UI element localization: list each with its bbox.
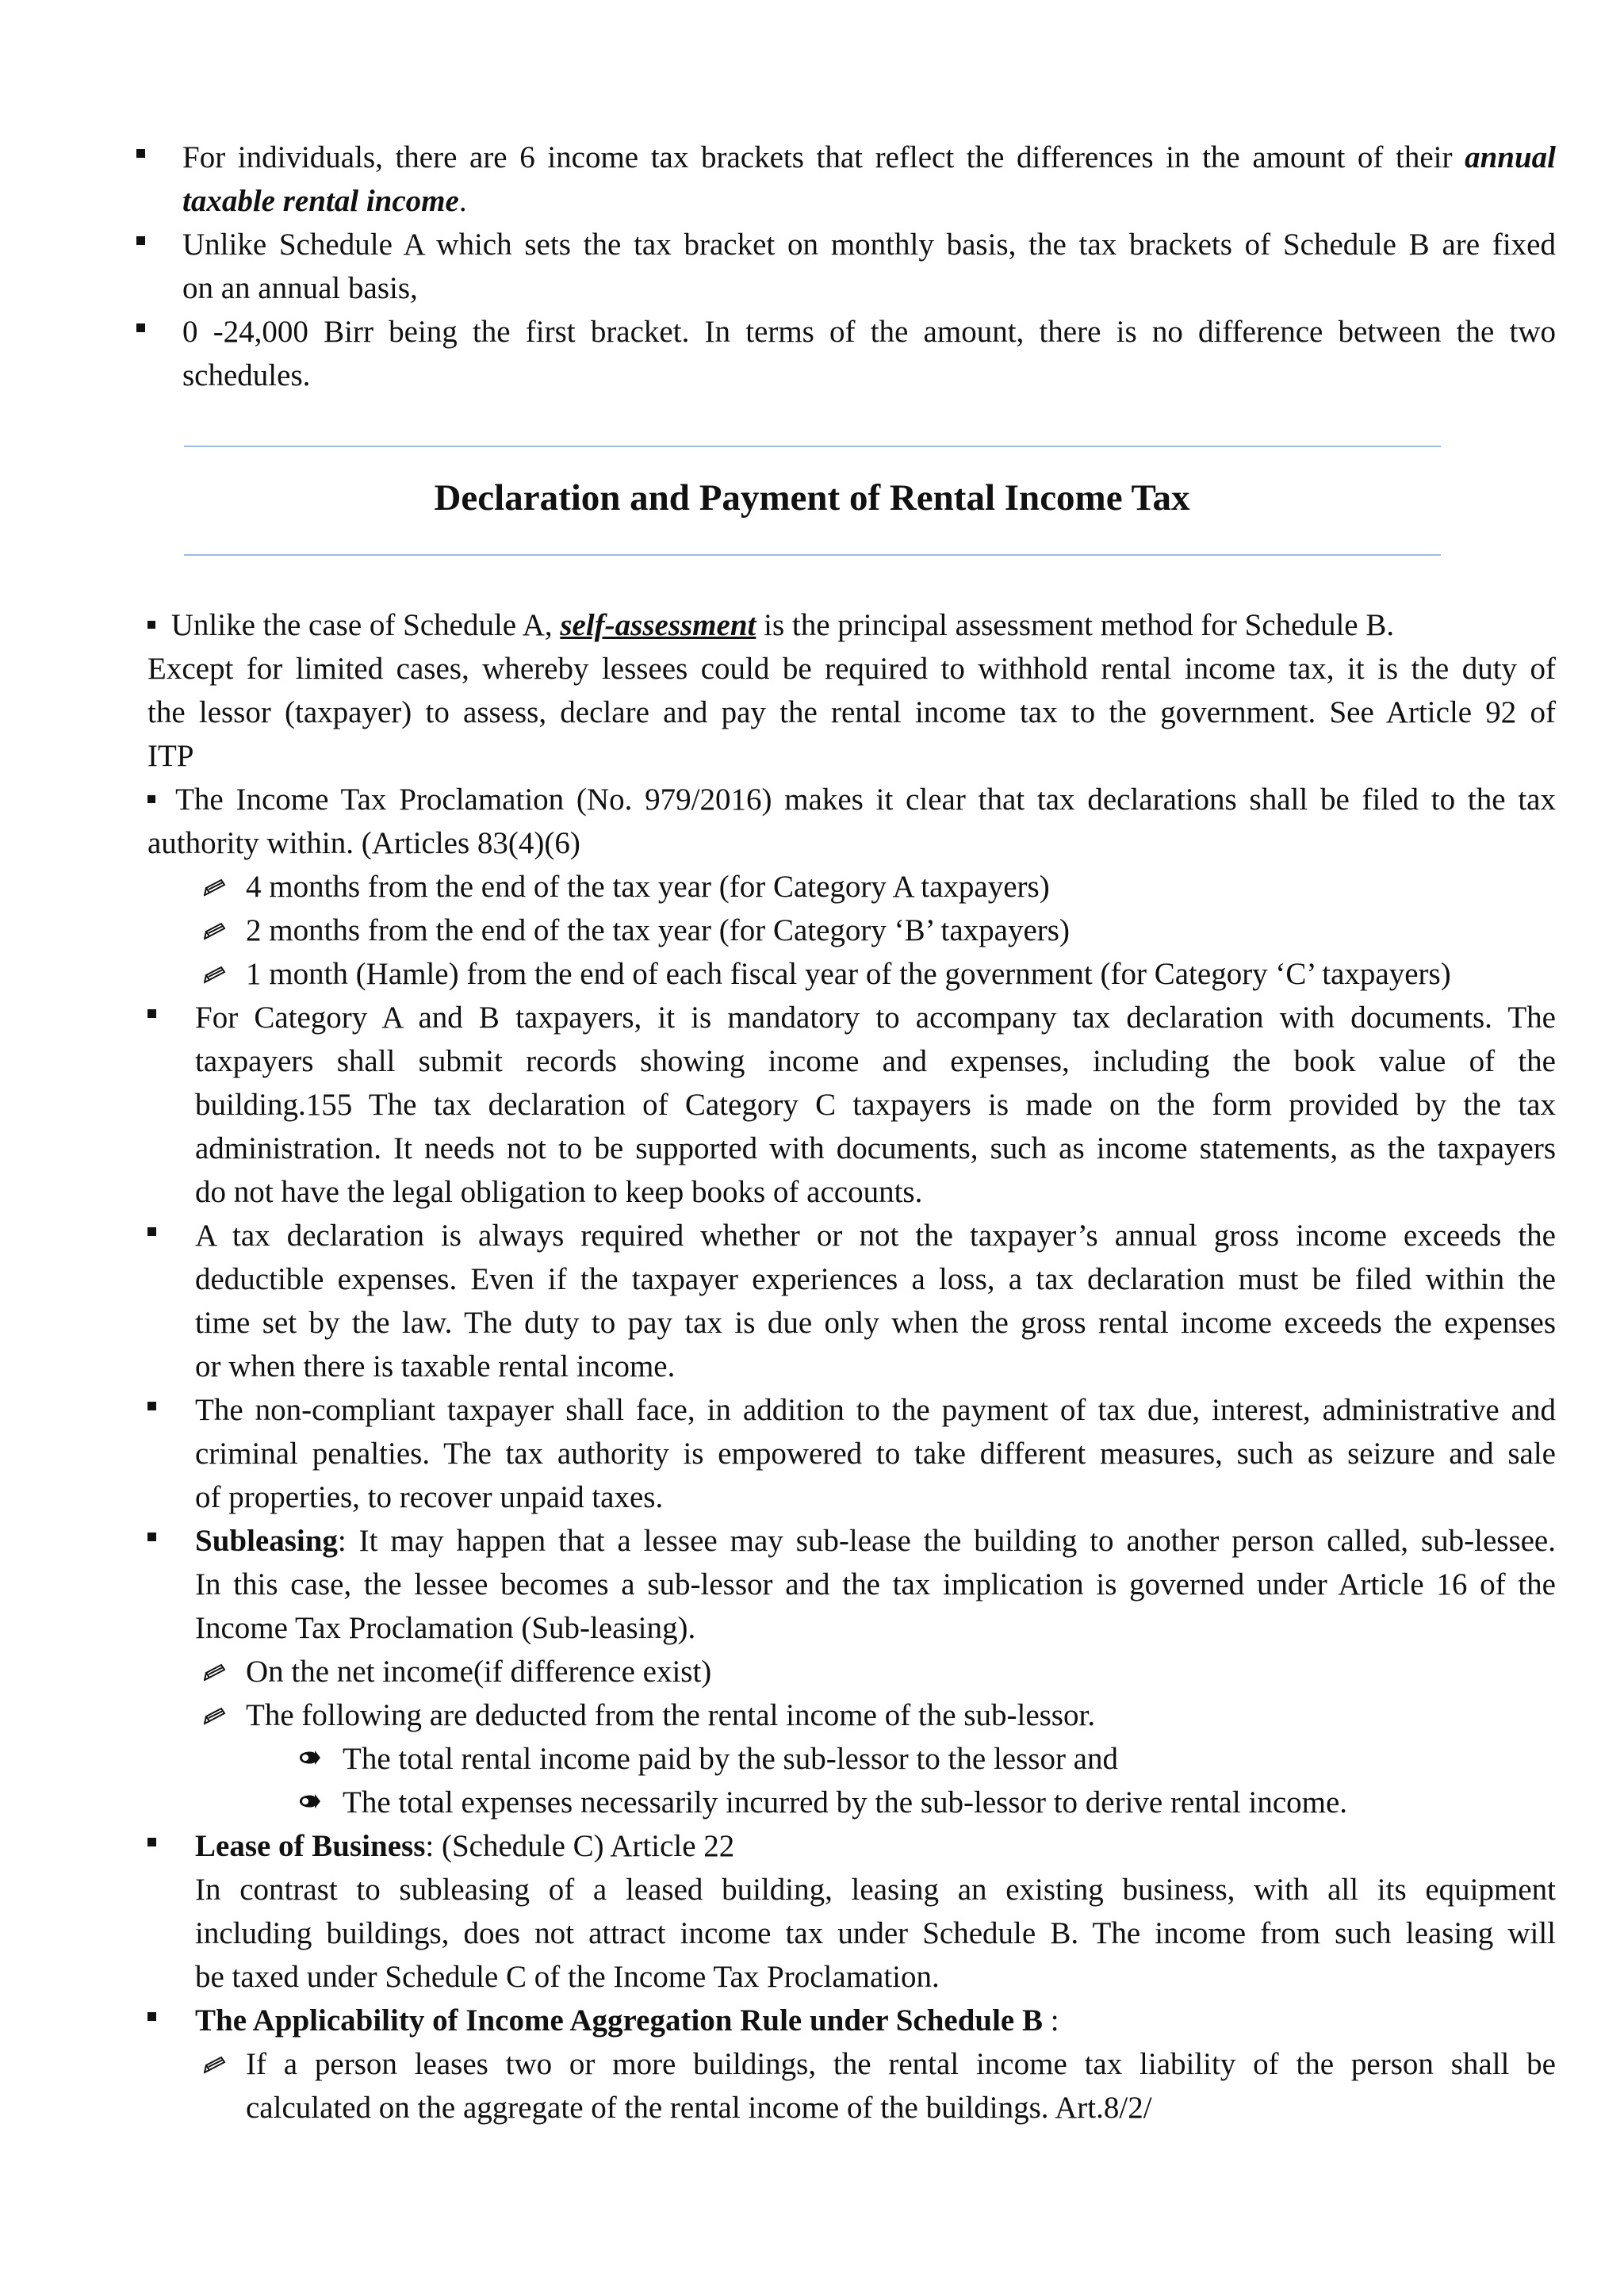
bullet-square (147, 1838, 156, 1846)
deadline-item: 1 month (Hamle) from the end of each fiscal year of the government (for Category ‘C’ taxpayers) (246, 957, 1451, 991)
docs-line: do not have the legal obligation to keep books of accounts. (195, 1175, 923, 1209)
always-line: deductible expenses. Even if the taxpayer experiences a loss, a tax declaration must be filed within the (195, 1262, 1556, 1296)
bullet-2-line-2: on an annual basis, (182, 271, 418, 305)
pencil-icon (204, 1702, 228, 1726)
bullet-3-line-2: schedules. (182, 358, 311, 392)
bullet-square (147, 1533, 156, 1541)
bullet-square (147, 795, 155, 803)
bullet-square (136, 149, 145, 158)
aggregation-line-1: The Applicability of Income Aggregation Rule under Schedule B : (195, 2003, 1059, 2038)
noncompliant-line: The non-compliant taxpayer shall face, in addition to the payment of tax due, interest, administrative and (195, 1393, 1556, 1427)
subleasing-line-3: Income Tax Proclamation (Sub-leasing). (195, 1611, 696, 1645)
aggregation-sub-line-2: calculated on the aggregate of the rental income of the buildings. Art.8/2/ (246, 2091, 1152, 2125)
arrow-item: The total expenses necessarily incurred by the sub-lessor to derive rental income. (343, 1785, 1348, 1820)
aggregation-sub-line-1: If a person leases two or more buildings, the rental income tax liability of the person shall be (246, 2047, 1556, 2081)
subleasing-line-2: In this case, the lessee becomes a sub-lessor and the tax implication is governed under Article 16 of the (195, 1567, 1556, 1601)
bullet-square (136, 323, 145, 332)
bullet-1-line-1: For individuals, there are 6 income tax brackets that reflect the differences in the amount of their annual (182, 140, 1556, 174)
bullet-2-line-1: Unlike Schedule A which sets the tax bracket on monthly basis, the tax brackets of Schedule B are fixed (182, 228, 1556, 262)
para2-line-1: The Income Tax Proclamation (No. 979/2016) makes it clear that tax declarations shall be filed to the tax (147, 778, 1556, 821)
lease-business-line: In contrast to subleasing of a leased building, leasing an existing business, with all its equipment (195, 1873, 1556, 1907)
always-line: A tax declaration is always required whether or not the taxpayer’s annual gross income exceeds the (195, 1219, 1556, 1253)
bullet-square (147, 1227, 156, 1236)
pencil-icon (204, 917, 228, 941)
docs-line: administration. It needs not to be supported with documents, such as income statements, as the taxpayers (195, 1131, 1556, 1165)
docs-line: For Category A and B taxpayers, it is mandatory to accompany tax declaration with documents. The (195, 1001, 1556, 1035)
bullet-square (136, 236, 145, 245)
bullet-3-line-1: 0 -24,000 Birr being the first bracket. In terms of the amount, there is no difference between the two (182, 315, 1556, 349)
always-line: time set by the law. The duty to pay tax is due only when the gross rental income exceeds the expenses (195, 1306, 1556, 1340)
subleasing-sub-item: The following are deducted from the rental income of the sub-lessor. (246, 1698, 1096, 1732)
noncompliant-line: criminal penalties. The tax authority is empowered to take different measures, such as seizure and sale (195, 1437, 1556, 1471)
section-heading: Declaration and Payment of Rental Income Tax (434, 477, 1190, 519)
arrow-item: The total rental income paid by the sub-lessor to the lessor and (343, 1742, 1118, 1776)
lease-business-line-1: Lease of Business: (Schedule C) Article 22 (195, 1829, 735, 1863)
heading-rule-top (184, 446, 1441, 447)
always-line: or when there is taxable rental income. (195, 1349, 676, 1383)
arrow-right-icon (297, 1789, 321, 1813)
para1-line-2: Except for limited cases, whereby lessees could be required to withhold rental income tax, it is the duty of (147, 652, 1556, 686)
subleasing-line-1: Subleasing: It may happen that a lessee may sub-lease the building to another person called, sub-lessee. (195, 1524, 1556, 1558)
noncompliant-line: of properties, to recover unpaid taxes. (195, 1480, 664, 1514)
bullet-square (147, 621, 155, 629)
bullet-square (147, 1402, 156, 1410)
lease-business-line: be taxed under Schedule C of the Income Tax Proclamation. (195, 1960, 940, 1994)
deadline-item: 2 months from the end of the tax year (for Category ‘B’ taxpayers) (246, 913, 1070, 947)
pencil-icon (204, 1659, 228, 1682)
pencil-icon (204, 961, 228, 985)
pencil-icon (204, 874, 228, 897)
bullet-square (147, 1009, 156, 1018)
para2-line-2: authority within. (Articles 83(4)(6) (147, 826, 580, 860)
bullet-square (147, 2012, 156, 2021)
pencil-icon (204, 2051, 228, 2075)
bullet-1-line-2: taxable rental income. (182, 184, 467, 218)
docs-line: building.155 The tax declaration of Category C taxpayers is made on the form provided by the tax (195, 1088, 1556, 1122)
deadline-item: 4 months from the end of the tax year (for Category A taxpayers) (246, 870, 1050, 904)
docs-line: taxpayers shall submit records showing income and expenses, including the book value of the (195, 1044, 1556, 1078)
heading-rule-bottom (184, 554, 1441, 556)
para1-line-3: the lessor (taxpayer) to assess, declare and pay the rental income tax to the government. See Article 92 of (147, 695, 1556, 729)
subleasing-sub-item: On the net income(if difference exist) (246, 1655, 712, 1689)
para1-line-1: Unlike the case of Schedule A, self-assessment is the principal assessment method for Schedule B. (147, 603, 1556, 647)
arrow-right-icon (297, 1746, 321, 1770)
lease-business-line: including buildings, does not attract income tax under Schedule B. The income from such leasing will (195, 1916, 1556, 1950)
para1-line-4: ITP (147, 739, 194, 773)
